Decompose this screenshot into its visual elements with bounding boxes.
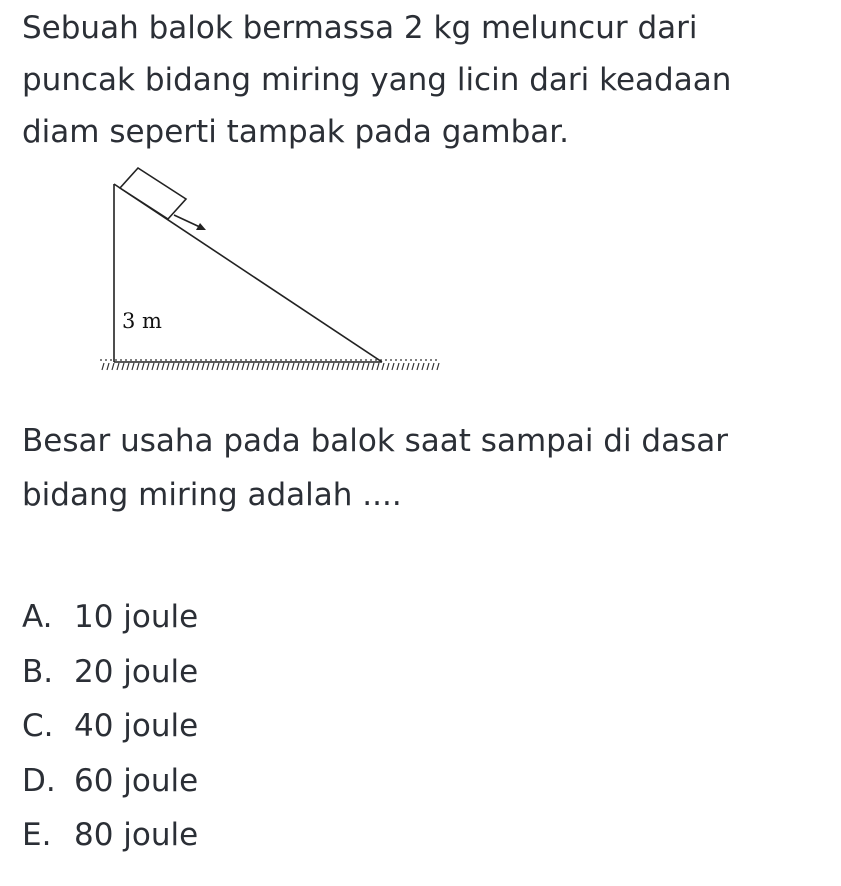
hatch-tick bbox=[307, 363, 309, 370]
hatch-tick bbox=[182, 363, 184, 370]
hatch-tick bbox=[412, 363, 414, 370]
hatch-tick bbox=[252, 363, 254, 370]
hatch-tick bbox=[187, 363, 189, 370]
hatch-tick bbox=[232, 363, 234, 370]
question-text bbox=[22, 2, 832, 158]
hatch-tick bbox=[212, 363, 214, 370]
option-c[interactable] bbox=[22, 702, 198, 757]
hatch-tick bbox=[417, 363, 419, 370]
hatch-tick bbox=[332, 363, 334, 370]
hatch-tick bbox=[177, 363, 179, 370]
hatch-tick bbox=[427, 363, 429, 370]
hatch-tick bbox=[367, 363, 369, 370]
option-text: 40 joule bbox=[74, 708, 199, 744]
hatch-tick bbox=[422, 363, 424, 370]
hatch-tick bbox=[292, 363, 294, 370]
hatch-tick bbox=[267, 363, 269, 370]
option-a[interactable] bbox=[22, 593, 198, 648]
hatch-tick bbox=[247, 363, 249, 370]
hatch-tick bbox=[322, 363, 324, 370]
inclined-plane-figure bbox=[100, 160, 450, 390]
answer-options bbox=[22, 593, 198, 866]
hatch-tick bbox=[127, 363, 129, 370]
hatch-tick bbox=[172, 363, 174, 370]
prompt-line: bidang miring adalah .... bbox=[22, 477, 402, 513]
hatch-tick bbox=[432, 363, 434, 370]
option-text: 20 joule bbox=[74, 653, 199, 690]
hatch-tick bbox=[342, 363, 344, 370]
prompt-line: Besar usaha pada balok saat sampai di dasar bbox=[22, 423, 728, 459]
hatch-tick bbox=[142, 363, 144, 370]
hatch-tick bbox=[357, 363, 359, 370]
hatch-tick bbox=[112, 363, 114, 370]
hatch-tick bbox=[147, 363, 149, 370]
hatch-tick bbox=[272, 363, 274, 370]
hatch-tick bbox=[167, 363, 169, 370]
hatch-tick bbox=[372, 363, 374, 370]
hatch-tick bbox=[132, 363, 134, 370]
hatch-tick bbox=[327, 363, 329, 370]
option-b[interactable] bbox=[22, 648, 198, 703]
hatch-tick bbox=[297, 363, 299, 370]
option-text: 60 joule bbox=[74, 762, 199, 799]
hatch-tick bbox=[392, 363, 394, 370]
hatch-tick bbox=[137, 363, 139, 370]
question-line: diam seperti tampak pada gambar. bbox=[22, 114, 570, 150]
hatch-tick bbox=[382, 363, 384, 370]
option-d[interactable] bbox=[22, 757, 198, 812]
hatch-tick bbox=[207, 363, 209, 370]
hatch-tick bbox=[242, 363, 244, 370]
hatch-tick bbox=[157, 363, 159, 370]
hatch-tick bbox=[312, 363, 314, 370]
hatch-tick bbox=[262, 363, 264, 370]
hatch-tick bbox=[387, 363, 389, 370]
hatch-tick bbox=[302, 363, 304, 370]
hatch-tick bbox=[122, 363, 124, 370]
option-e[interactable] bbox=[22, 811, 198, 866]
hatch-tick bbox=[407, 363, 409, 370]
hatch-tick bbox=[217, 363, 219, 370]
option-text: 10 joule bbox=[74, 599, 199, 635]
hatch-tick bbox=[287, 363, 289, 370]
question-line: puncak bidang miring yang licin dari keadaan bbox=[22, 62, 732, 98]
prompt-text bbox=[22, 414, 832, 522]
hatch-tick bbox=[397, 363, 399, 370]
option-letter: A. bbox=[22, 599, 53, 635]
hatch-tick bbox=[192, 363, 194, 370]
block bbox=[120, 168, 186, 219]
option-letter: C. bbox=[22, 708, 54, 744]
option-letter: D. bbox=[22, 762, 56, 799]
hatch-tick bbox=[107, 363, 109, 370]
question-line: Sebuah balok bermassa 2 kg meluncur dari bbox=[22, 10, 698, 46]
hatch-tick bbox=[197, 363, 199, 370]
height-label: 3 m bbox=[122, 309, 162, 333]
hatch-tick bbox=[162, 363, 164, 370]
hatch-tick bbox=[237, 363, 239, 370]
hatch-tick bbox=[202, 363, 204, 370]
hatch-tick bbox=[402, 363, 404, 370]
hatch-tick bbox=[227, 363, 229, 370]
hatch-tick bbox=[257, 363, 259, 370]
hatch-tick bbox=[282, 363, 284, 370]
inclined-plane-diagram bbox=[100, 160, 450, 390]
hatch-tick bbox=[362, 363, 364, 370]
hatch-tick bbox=[437, 363, 439, 370]
hatch-tick bbox=[102, 363, 104, 370]
hatch-tick bbox=[347, 363, 349, 370]
hatch-tick bbox=[117, 363, 119, 370]
hatch-tick bbox=[352, 363, 354, 370]
hatch-tick bbox=[152, 363, 154, 370]
hatch-tick bbox=[222, 363, 224, 370]
hatch-tick bbox=[317, 363, 319, 370]
hatch-tick bbox=[277, 363, 279, 370]
hatch-tick bbox=[337, 363, 339, 370]
option-letter: E. bbox=[22, 817, 52, 853]
option-letter: B. bbox=[22, 653, 54, 690]
hatch-tick bbox=[377, 363, 379, 370]
option-text: 80 joule bbox=[74, 817, 199, 853]
